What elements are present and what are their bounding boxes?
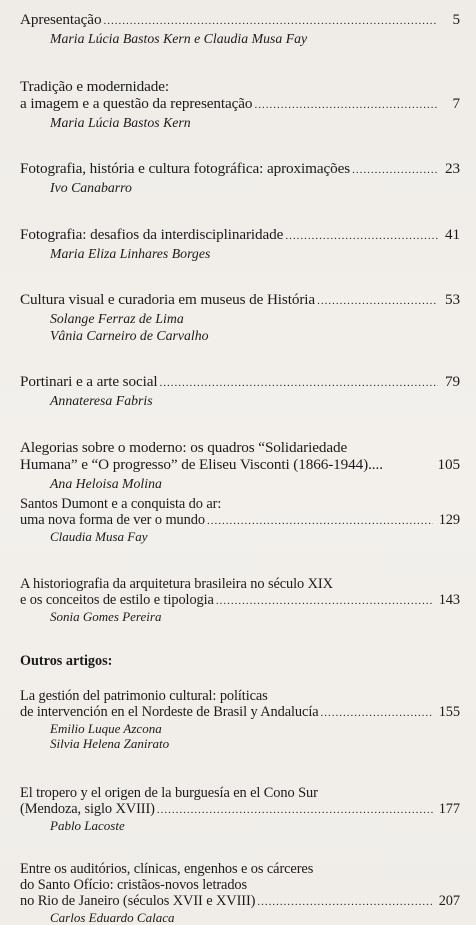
- toc-page-number: 41: [445, 226, 460, 243]
- toc-title-line: [20, 893, 460, 910]
- toc-title-line: [20, 576, 460, 592]
- toc-author: Solange Ferraz de Lima: [50, 311, 184, 326]
- toc-author: Ana Heloisa Molina: [50, 476, 162, 491]
- toc-author: Ivo Canabarro: [50, 180, 132, 195]
- toc-title: no Rio de Janeiro (séculos XVII e XVIII): [20, 893, 256, 909]
- toc-page-number: 177: [438, 801, 460, 817]
- toc-author: Silvia Helena Zanirato: [50, 736, 170, 751]
- toc-title-line: [20, 439, 460, 456]
- toc-title-line: [20, 456, 460, 475]
- toc-title: La gestión del patrimonio cultural: políticas: [20, 688, 268, 704]
- toc-title: A historiografia da arquitetura brasileira no século XIX: [20, 576, 333, 592]
- toc-page-number: 207: [438, 893, 460, 909]
- toc-title: Entre os auditórios, clínicas, engenhos e os cárceres: [20, 861, 314, 877]
- toc-entry: [20, 861, 460, 925]
- dot-leader: [254, 97, 438, 114]
- toc-author: Emilio Luque Azcona: [50, 721, 162, 736]
- dot-leader: [317, 293, 438, 310]
- toc-page-number: 79: [445, 373, 460, 390]
- toc-title-line: [20, 496, 460, 512]
- toc-title: de intervención en el Nordeste de Brasil y Andalucía: [20, 704, 319, 720]
- toc-title-line: [20, 78, 460, 95]
- toc-title: Portinari e a arte social: [20, 373, 158, 390]
- toc-title-line: [20, 512, 460, 529]
- toc-page-number: 155: [438, 704, 460, 720]
- dot-leader: [207, 513, 433, 529]
- toc-title: e os conceitos de estilo e tipologia: [20, 592, 214, 608]
- toc-author: Carlos Eduardo Calaca: [50, 910, 175, 925]
- toc-entry: [20, 688, 460, 751]
- toc-entry: [20, 373, 460, 409]
- toc-title: Tradição e modernidade:: [20, 78, 169, 95]
- toc-page-number: 143: [438, 592, 460, 608]
- toc-page-number: 23: [445, 160, 460, 177]
- dot-leader: [160, 375, 438, 392]
- dot-leader: [321, 705, 433, 721]
- toc-title: Cultura visual e curadoria em museus de História: [20, 291, 316, 308]
- toc-title-line: [20, 704, 460, 721]
- toc-entry: [20, 439, 460, 492]
- toc-page-number: 105: [437, 456, 460, 473]
- toc-page-number: 7: [452, 95, 460, 112]
- toc-title-line: [20, 291, 460, 310]
- toc-title: El tropero y el origen de la burguesía en el Cono Sur: [20, 785, 318, 801]
- toc-title-line: [20, 373, 460, 392]
- toc-title-line: [20, 877, 460, 893]
- toc-author: Claudia Musa Fay: [50, 529, 148, 544]
- toc-title: Alegorias sobre o moderno: os quadros “Solidariedade: [20, 439, 348, 456]
- toc-author: Maria Lúcia Bastos Kern: [50, 115, 191, 130]
- dot-leader: [257, 894, 432, 910]
- toc-title-line: [20, 95, 460, 114]
- toc-author: Sonia Gomes Pereira: [50, 609, 162, 624]
- toc-title-line: [20, 592, 460, 609]
- dot-leader: [216, 593, 433, 609]
- toc-title: uma nova forma de ver o mundo: [20, 512, 205, 528]
- toc-entry: [20, 785, 460, 833]
- toc-author: Vânia Carneiro de Carvalho: [50, 328, 209, 343]
- toc-entry: [20, 160, 460, 196]
- dot-leader: [157, 802, 433, 818]
- toc-title: (Mendoza, siglo XVIII): [20, 801, 155, 817]
- toc-title: Fotografia, história e cultura fotográfica: aproximações: [20, 160, 351, 177]
- toc-title: Apresentação: [20, 11, 102, 28]
- toc-page-number: 129: [438, 512, 460, 528]
- toc-entry: [20, 291, 460, 344]
- toc-title-line: [20, 688, 460, 704]
- toc-author: Annateresa Fabris: [50, 393, 153, 408]
- toc-entry: [20, 496, 460, 544]
- toc-entry: [20, 78, 460, 131]
- toc-entry: [20, 576, 460, 624]
- section-heading: Outros artigos:: [20, 653, 113, 669]
- dot-leader: [103, 13, 438, 30]
- toc-title: a imagem e a questão da representação: [20, 95, 253, 112]
- dot-leader: [352, 162, 438, 179]
- toc-entry: [20, 226, 460, 262]
- toc-title: Humana” e “O progresso” de Eliseu Visconti (1866-1944)....: [20, 456, 383, 473]
- toc-page-number: 5: [452, 11, 460, 28]
- toc-title: Santos Dumont e a conquista do ar:: [20, 496, 222, 512]
- dot-leader: [285, 228, 438, 245]
- toc-title: do Santo Ofício: cristãos-novos letrados: [20, 877, 248, 893]
- toc-title-line: [20, 785, 460, 801]
- toc-entry: [20, 11, 460, 47]
- toc-title-line: [20, 11, 460, 30]
- toc-author: Maria Eliza Linhares Borges: [50, 246, 211, 261]
- toc-author: Pablo Lacoste: [50, 818, 125, 833]
- toc-title-line: [20, 861, 460, 877]
- toc-page-number: 53: [445, 291, 460, 308]
- toc-title-line: [20, 226, 460, 245]
- toc-title: Fotografia: desafios da interdisciplinaridade: [20, 226, 284, 243]
- toc-title-line: [20, 801, 460, 818]
- toc-title-line: [20, 160, 460, 179]
- toc-author: Maria Lúcia Bastos Kern e Claudia Musa Fay: [50, 31, 308, 46]
